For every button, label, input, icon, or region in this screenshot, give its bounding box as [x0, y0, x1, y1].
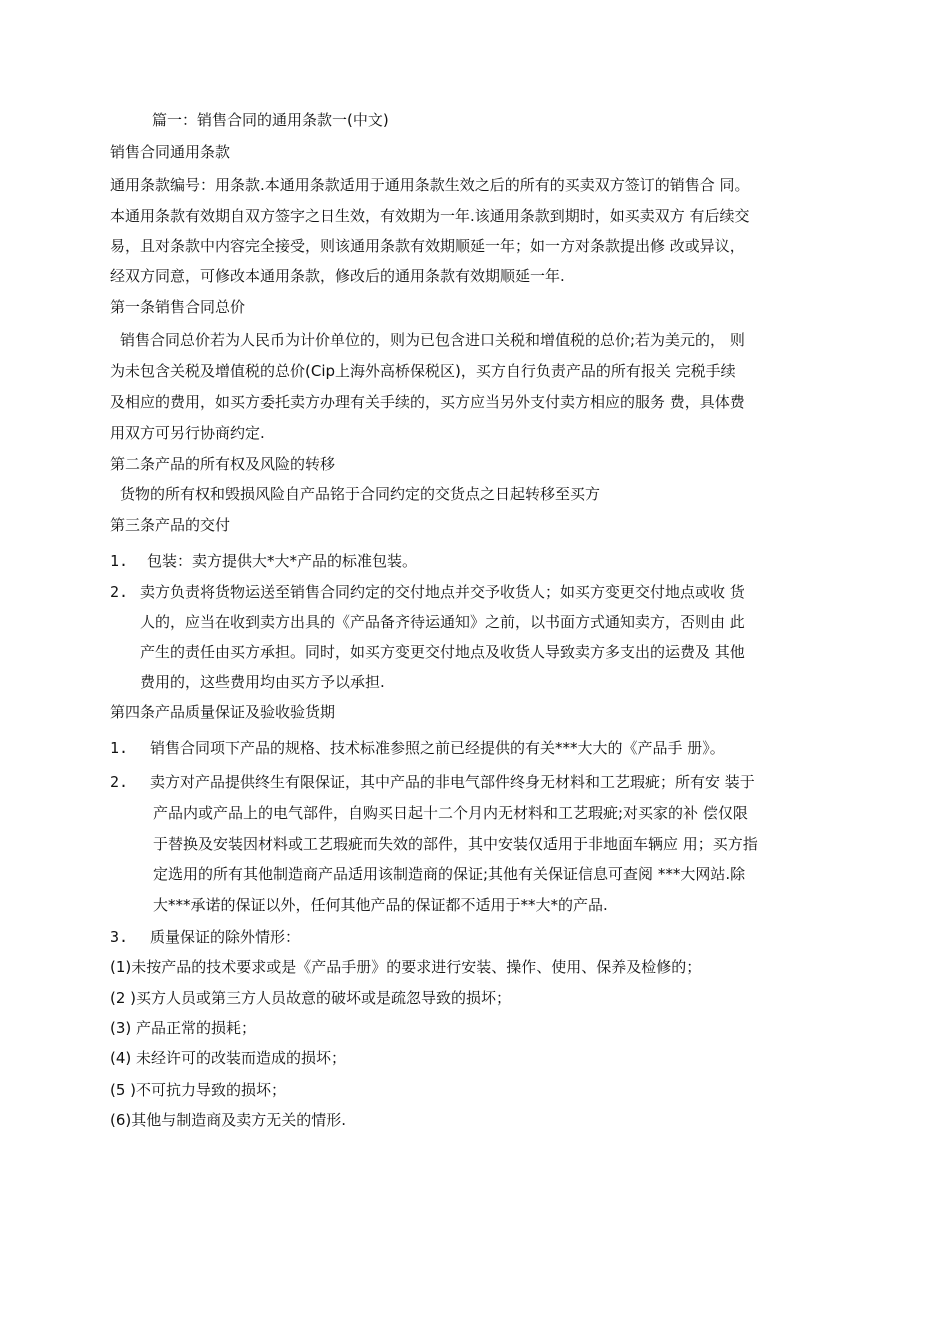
list-item-line: 大***承诺的保证以外，任何其他产品的保证都不适用于**大*的产品. [153, 896, 608, 914]
article1-line: 销售合同总价若为人民币为计价单位的，则为已包含进口关税和增值税的总价;若为美元的， 则 [120, 331, 745, 349]
list-item-line: 产品内或产品上的电气部件，自购买日起十二个月内无材料和工艺瑕疵;对买家的补 偿仅限 [153, 804, 748, 822]
document-title: 篇一：销售合同的通用条款一(中文) [152, 111, 389, 129]
list-item-line: 定选用的所有其他制造商产品适用该制造商的保证;其他有关保证信息可查阅 ***大网站.除 [153, 865, 746, 883]
intro-line: 经双方同意，可修改本通用条款，修改后的通用条款有效期顺延一年. [110, 267, 565, 285]
article2-title: 第二条产品的所有权及风险的转移 [110, 455, 336, 473]
article1-line: 为未包含关税及增值税的总价(Cip上海外高桥保税区)，买方自行负责产品的所有报关 完税手续 [110, 362, 736, 380]
document-heading: 销售合同通用条款 [110, 143, 231, 161]
list-item-line: 于替换及安装因材料或工艺瑕疵而失效的部件，其中安装仅适用于非地面车辆应 用；买方指 [153, 835, 758, 853]
list-item-line: 产生的责任由买方承担。同时，如买方变更交付地点及收货人导致卖方多支出的运费及 其他 [140, 643, 745, 661]
article1-line: 及相应的费用，如买方委托卖方办理有关手续的，买方应当另外支付卖方相应的服务 费，具体费 [110, 393, 745, 411]
list-item-line: 卖方对产品提供终生有限保证，其中产品的非电气部件终身无材料和工艺瑕疵；所有安 装于 [150, 773, 755, 791]
list-item-line: 包装：卖方提供大*大*产品的标准包装。 [147, 552, 418, 570]
list-item-line: 质量保证的除外情形： [150, 928, 301, 946]
intro-line: 本通用条款有效期自双方签字之日生效，有效期为一年.该通用条款到期时，如买卖双方 有后续交 [110, 207, 750, 225]
article3-title: 第三条产品的交付 [110, 516, 231, 534]
article2-line: 货物的所有权和毁损风险自产品铭于合同约定的交货点之日起转移至买方 [120, 485, 601, 503]
list-number: 3. [110, 928, 129, 946]
list-number: 2. [110, 583, 129, 601]
exclusion-item: (5 )不可抗力导致的损坏； [110, 1081, 287, 1099]
list-item-line: 销售合同项下产品的规格、技术标准参照之前已经提供的有关***大大的《产品手 册》。 [150, 739, 725, 757]
list-number: 1. [110, 739, 129, 757]
list-number: 1. [110, 552, 129, 570]
list-number: 2. [110, 773, 129, 791]
article1-line: 用双方可另行协商约定. [110, 424, 265, 442]
list-item-line: 人的，应当在收到卖方出具的《产品备齐待运通知》之前，以书面方式通知卖方，否则由 此 [140, 613, 745, 631]
exclusion-item: (3) 产品正常的损耗； [110, 1019, 257, 1037]
exclusion-item: (2 )买方人员或第三方人员故意的破坏或是疏忽导致的损坏； [110, 989, 512, 1007]
exclusion-item: (6)其他与制造商及卖方无关的情形. [110, 1111, 347, 1129]
exclusion-item: (4) 未经许可的改装而造成的损坏； [110, 1049, 347, 1067]
list-item-line: 费用的，这些费用均由买方予以承担. [140, 673, 385, 691]
article4-title: 第四条产品质量保证及验收验货期 [110, 703, 336, 721]
article1-title: 第一条销售合同总价 [110, 298, 246, 316]
intro-line: 易，且对条款中内容完全接受，则该通用条款有效期顺延一年；如一方对条款提出修 改或异议， [110, 237, 745, 255]
list-item-line: 卖方负责将货物运送至销售合同约定的交付地点并交予收货人；如买方变更交付地点或收 货 [140, 583, 745, 601]
exclusion-item: (1)未按产品的技术要求或是《产品手册》的要求进行安装、操作、使用、保养及检修的； [110, 958, 702, 976]
intro-line: 通用条款编号：用条款.本通用条款适用于通用条款生效之后的所有的买卖双方签订的销售合 同。 [110, 176, 750, 194]
